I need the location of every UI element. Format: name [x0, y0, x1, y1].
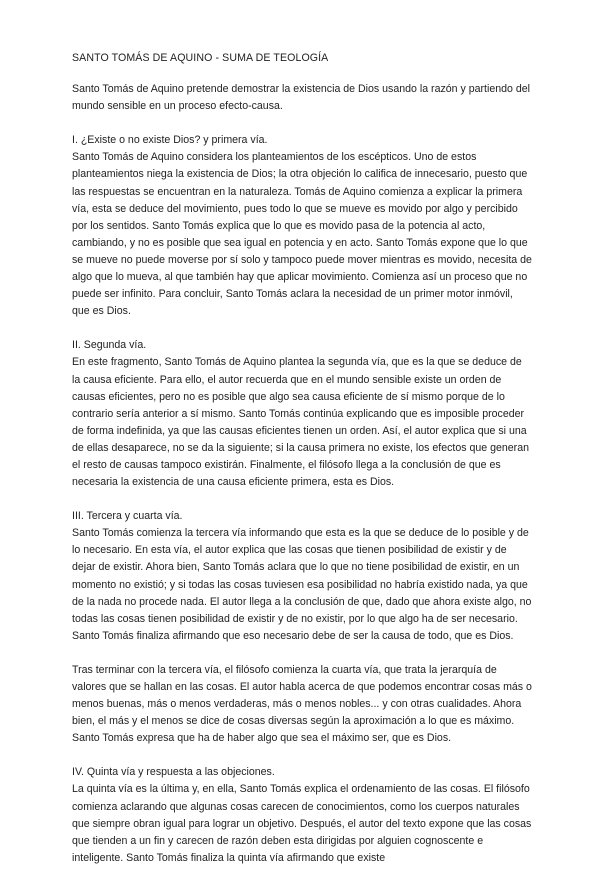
section-body: Tras terminar con la tercera vía, el filósofo comienza la cuarta vía, que trata la jerarquía de valores que se hallan en las cosas. El autor habla acerca de que podemos encontrar cosas más o menos buenas, más o menos verdaderas, más o menos nobles... y con otras cualidades. Ahora bien, el más y el menos se dice de cosas diversas según la aproximación a lo que es máximo. Santo Tomás expresa que ha de haber algo que sea el máximo ser, que es Dios. — [72, 663, 532, 745]
section-body: Santo Tomás de Aquino considera los planteamientos de los escépticos. Uno de estos planteamientos niega la existencia de Dios; la otra objeción lo califica de innecesario, puesto que las respuestas se encuentran en la naturaleza. Tomás de Aquino comienza a explicar la primera vía, esta se deduce del movimiento, pues todo lo que se mueve es movido por algo y percibido por los sentidos. Santo Tomás explica que lo que es movido pasa de la potencia al acto, cambiando, y no es posible que sea igual en potencia y en acto. Santo Tomás expone que lo que se mueve no puede moverse por sí solo y tampoco puede mover mientras es movido, necesita de algo que lo mueva, al que también hay que aplicar movimiento. Comienza así un proceso que no puede ser infinito. Para concluir, Santo Tomás aclara la necesidad de un primer motor inmóvil, que es Dios. — [72, 151, 532, 318]
section-body: Santo Tomás comienza la tercera vía informando que esta es la que se deduce de lo posible y de lo necesario. En esta vía, el autor explica que las cosas que tienen posibilidad de existir y de dejar de existir. Ahora bien, Santo Tomás aclara que lo que no tiene posibilidad de existir, en un momento no existió; y si todas las cosas tuviesen esa posibilidad no habría existido nada, ya que de la nada no procede nada. El autor llega a la conclusión de que, dado que ahora existe algo, no todas las cosas tienen posibilidad de existir y de no existir, por lo que algo ha de ser necesario. Santo Tomás finaliza afirmando que eso necesario debe de ser la causa de todo, que es Dios. — [72, 527, 532, 642]
section-heading: I. ¿Existe o no existe Dios? y primera vía. — [72, 134, 268, 147]
section-heading: IV. Quinta vía y respuesta a las objeciones. — [72, 766, 275, 779]
section-segunda-via — [72, 337, 532, 491]
section-quinta-via — [72, 764, 532, 867]
section-cuarta-via — [72, 662, 532, 747]
intro-paragraph — [72, 81, 532, 115]
section-tercera-via — [72, 508, 532, 645]
section-primera-via — [72, 132, 532, 320]
document-title: SANTO TOMÁS DE AQUINO - SUMA DE TEOLOGÍA — [72, 52, 329, 64]
section-body: En este fragmento, Santo Tomás de Aquino plantea la segunda vía, que es la que se deduce de la causa eficiente. Para ello, el autor recuerda que en el mundo sensible existe un orden de causas eficientes, pero no es posible que algo sea causa eficiente de sí mismo porque de lo contrario sería anterior a sí mismo. Santo Tomás continúa explicando que es imposible proceder de forma indefinida, ya que las causas eficientes tienen un orden. Así, el autor explica que si una de ellas desaparece, no se da la siguiente; si la causa primera no existe, los efectos que generan el resto de causas tampoco existirán. Finalmente, el filósofo llega a la conclusión de que es necesaria la existencia de una causa eficiente primera, esta es Dios. — [72, 356, 529, 489]
section-body: La quinta vía es la última y, en ella, Santo Tomás explica el ordenamiento de las cosas. El filósofo comienza aclarando que algunas cosas carecen de conocimientos, como los cuerpos naturales que siempre obran igual para lograr un objetivo. Después, el autor del texto expone que las cosas que tienden a un fin y carecen de razón deben esta dirigidas por alguien cognoscente e inteligente. Santo Tomás finaliza la quinta vía afirmando que existe — [72, 783, 532, 864]
intro-text: Santo Tomás de Aquino pretende demostrar la existencia de Dios usando la razón y partiendo del mundo sensible en un proceso efecto-causa. — [72, 83, 530, 113]
section-heading: II. Segunda vía. — [72, 339, 147, 352]
section-heading: III. Tercera y cuarta vía. — [72, 510, 183, 523]
document-content — [72, 50, 532, 884]
